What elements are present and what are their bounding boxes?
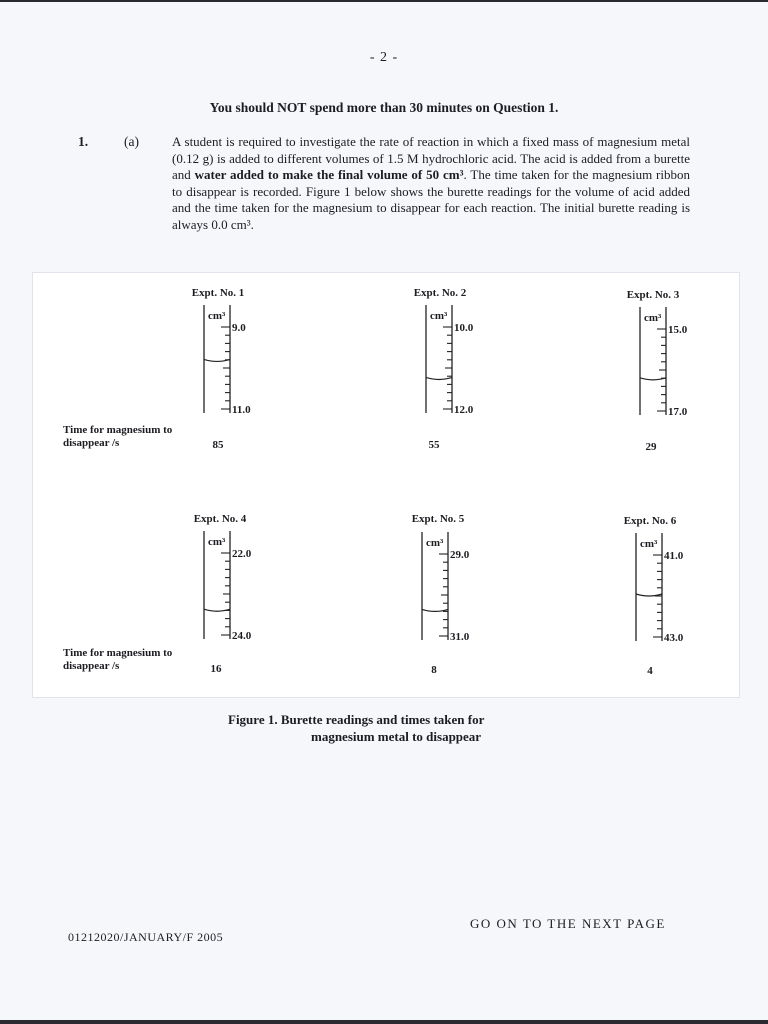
time-caption-text-row1: Time for magnesium to disappear /s <box>63 424 173 449</box>
burette-unit-label: cm³ <box>208 310 226 322</box>
burette-3 <box>632 307 722 419</box>
burette-bottom-reading: 24.0 <box>232 630 252 642</box>
top-border <box>0 0 768 2</box>
question-text-part2: . The time taken for the magnesium ribbon to disappear is recorded. Figure 1 below shows the burette readings for the volume of acid added and the time taken for the magnesium to disappear for each reaction. The initial burette reading is always 0.0 cm³. <box>172 167 690 232</box>
question-part: (a) <box>124 134 139 149</box>
burette-bottom-reading: 12.0 <box>454 404 474 416</box>
burette-top-reading: 15.0 <box>668 324 688 336</box>
burette-top-reading: 22.0 <box>232 548 252 560</box>
time-value-5: 8 <box>431 664 437 676</box>
expt-label-3: Expt. No. 3 <box>626 289 680 301</box>
expt-label-5: Expt. No. 5 <box>411 513 465 525</box>
burette-bottom-reading: 11.0 <box>232 404 251 416</box>
burette-top-reading: 41.0 <box>664 550 684 562</box>
burette-meniscus <box>426 377 452 379</box>
burette-4 <box>196 531 286 643</box>
burette-unit-label: cm³ <box>208 536 226 548</box>
bottom-border <box>0 1020 768 1024</box>
burette-top-reading: 10.0 <box>454 322 474 334</box>
question-text <box>172 134 690 233</box>
time-caption-text-row2: Time for magnesium to disappear /s <box>63 647 173 672</box>
expt-label-4: Expt. No. 4 <box>193 513 247 525</box>
time-value-1: 85 <box>212 439 224 451</box>
time-value-6: 4 <box>647 665 653 677</box>
burette-unit-label: cm³ <box>430 310 448 322</box>
question-text-part1: A student is required to investigate the rate of reaction in which a fixed mass of magnesium metal (0.12 g) is added to different volumes of 1.5 M hydrochloric acid. The acid is added from a burette and <box>172 134 690 182</box>
time-caption-row1 <box>63 424 183 450</box>
burette-top-reading: 29.0 <box>450 549 470 561</box>
figure-caption-line2: magnesium metal to disappear <box>311 729 482 744</box>
burette-6 <box>628 533 718 645</box>
time-value-2: 55 <box>428 439 440 451</box>
burette-1 <box>196 305 286 417</box>
expt-label-2: Expt. No. 2 <box>413 287 467 299</box>
time-value-3: 29 <box>645 441 657 453</box>
question-text-bold: water added to make the final volume of 50 cm³ <box>194 167 464 182</box>
burette-bottom-reading: 43.0 <box>664 632 684 644</box>
burette-unit-label: cm³ <box>426 537 444 549</box>
go-on-next-page: GO ON TO THE NEXT PAGE <box>470 916 666 931</box>
burette-unit-label: cm³ <box>644 312 662 324</box>
burette-2 <box>418 305 508 417</box>
burette-5 <box>414 532 504 644</box>
time-caption-row2 <box>63 647 183 673</box>
burette-bottom-reading: 31.0 <box>450 631 470 643</box>
page-number: - 2 - <box>369 50 399 65</box>
figure-caption-line1: Figure 1. Burette readings and times taken for <box>228 712 485 727</box>
expt-label-1: Expt. No. 1 <box>191 287 245 299</box>
burette-unit-label: cm³ <box>640 538 658 550</box>
expt-label-6: Expt. No. 6 <box>623 515 677 527</box>
question-number: 1. <box>78 134 89 149</box>
burette-bottom-reading: 17.0 <box>668 406 688 418</box>
time-warning: You should NOT spend more than 30 minutes on Question 1. <box>209 100 559 115</box>
paper-code: 01212020/JANUARY/F 2005 <box>68 930 224 944</box>
time-value-4: 16 <box>210 663 222 675</box>
burette-top-reading: 9.0 <box>232 322 246 334</box>
